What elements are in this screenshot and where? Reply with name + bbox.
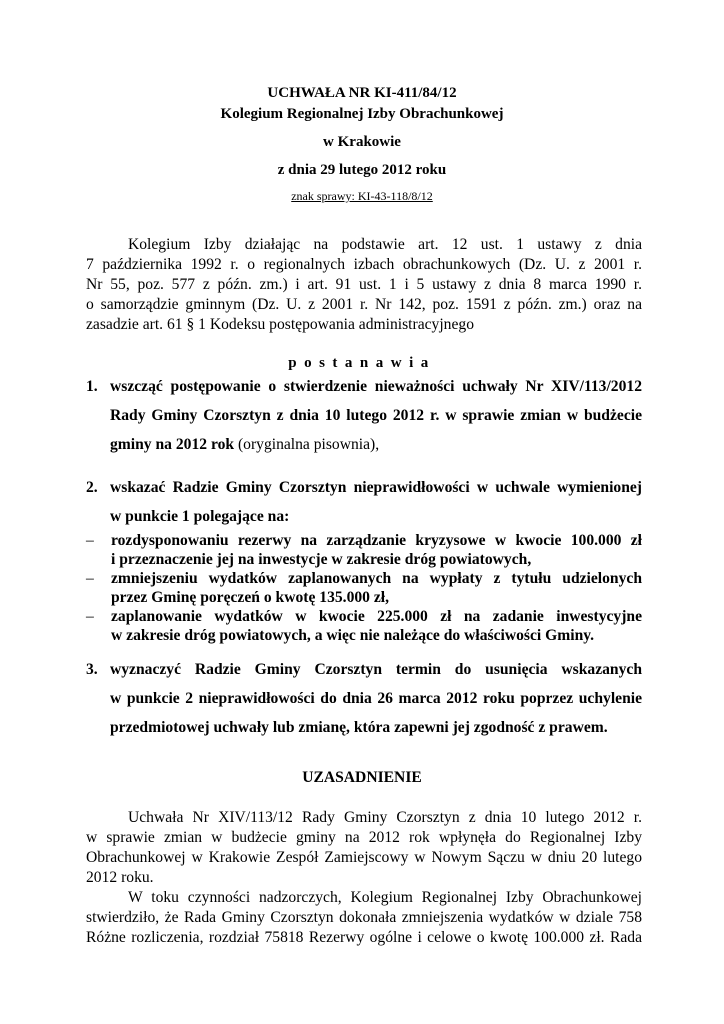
case-sign: znak sprawy: KI-43-118/8/12	[291, 189, 433, 203]
intro-paragraph	[86, 235, 642, 335]
item-line: wskazać Radzie Gminy Czorsztyn nieprawidłowości w uchwale wymienionej	[110, 479, 642, 496]
justification-line: 2012 roku.	[86, 869, 154, 886]
item-number: 1.	[86, 378, 98, 395]
dash-marker: –	[86, 570, 94, 587]
list-item-line: rozdysponowaniu rezerwy na zarządzanie kryzysowe w kwocie 100.000 zł	[111, 532, 642, 549]
justification-line: W toku czynności nadzorczych, Kolegium Regionalnej Izby Obrachunkowej	[128, 889, 642, 906]
item-line: w punkcie 2 nieprawidłowości do dnia 26 marca 2012 roku poprzez uchylenie	[110, 690, 642, 707]
dash-marker: –	[86, 608, 94, 625]
intro-line: Nr 55, poz. 577 z późn. zm.) i art. 91 ust. 1 i 5 ustawy z dnia 8 marca 1990 r.	[86, 276, 642, 293]
justification-line: Różne rozliczenia, rozdział 75818 Rezerwy ogólne i celowe o kwotę 100.000 zł. Rada	[86, 929, 642, 946]
issuing-body: Kolegium Regionalnej Izby Obrachunkowej	[220, 106, 504, 122]
intro-line: 7 października 1992 r. o regionalnych izbach obrachunkowych (Dz. U. z 2001 r.	[86, 256, 642, 273]
item-line: wyznaczyć Radzie Gminy Czorsztyn termin do usunięcia wskazanych	[110, 661, 642, 678]
item-note: (oryginalna pisownia),	[234, 436, 380, 453]
list-item-line: zaplanowanie wydatków w kwocie 225.000 zł na zadanie inwestycyjne	[111, 608, 642, 625]
decides-heading: postanawia	[288, 355, 436, 371]
list-item	[86, 569, 642, 607]
item-number: 3.	[86, 661, 98, 678]
justification-line: Uchwała Nr XIV/113/12 Rady Gminy Czorsztyn z dnia 10 lutego 2012 r.	[128, 809, 642, 826]
intro-line: zasadzie art. 61 § 1 Kodeksu postępowania administracyjnego	[86, 316, 474, 333]
justification-paragraph-1	[86, 808, 642, 888]
item-number: 2.	[86, 479, 98, 496]
decision-item-1	[86, 372, 642, 459]
intro-line: o samorządzie gminnym (Dz. U. z 2001 r. Nr 142, poz. 1591 z późn. zm.) oraz na	[86, 296, 642, 313]
decision-item-2	[86, 473, 642, 531]
resolution-number: UCHWAŁA NR KI-411/84/12	[267, 85, 457, 101]
item-line-last: gminy na 2012 rok (oryginalna pisownia),	[110, 436, 380, 453]
list-item	[86, 607, 642, 645]
justification-line: stwierdziło, że Rada Gminy Czorsztyn dokonała zmniejszenia wydatków w dziale 758	[86, 909, 642, 926]
dash-marker: –	[86, 532, 94, 549]
item-line: Rady Gminy Czorsztyn z dnia 10 lutego 2012 r. w sprawie zmian w budżecie	[110, 407, 642, 424]
list-item-line: przez Gminę poręczeń o kwotę 135.000 zł,	[111, 589, 390, 606]
justification-heading: UZASADNIENIE	[302, 769, 422, 786]
item-line: wszcząć postępowanie o stwierdzenie nieważności uchwały Nr XIV/113/2012	[110, 378, 642, 395]
resolution-date: z dnia 29 lutego 2012 roku	[277, 162, 447, 178]
list-item-line: w zakresie dróg powiatowych, a więc nie należące do właściwości Gminy.	[111, 627, 595, 644]
justification-line: w sprawie zmian w budżecie gminy na 2012 rok wpłynęła do Regionalnej Izby	[86, 829, 642, 846]
justification-paragraph-2	[86, 888, 642, 948]
item-line: w punkcie 1 polegające na:	[110, 508, 290, 525]
intro-line: Kolegium Izby działając na podstawie art. 12 ust. 1 ustawy z dnia	[128, 236, 642, 253]
irregularities-list	[86, 531, 642, 645]
item-line: przedmiotowej uchwały lub zmianę, która zapewni jej zgodność z prawem.	[110, 719, 608, 736]
list-item-line: i przeznaczenie jej na inwestycje w zakresie dróg powiatowych,	[111, 551, 532, 568]
justification-line: Obrachunkowej w Krakowie Zespół Zamiejscowy w Nowym Sączu w dniu 20 lutego	[86, 849, 642, 866]
list-item-line: zmniejszeniu wydatków zaplanowanych na wypłaty z tytułu udzielonych	[111, 570, 642, 587]
list-item	[86, 531, 642, 569]
issuing-city: w Krakowie	[323, 134, 401, 150]
decision-item-3	[86, 655, 642, 742]
